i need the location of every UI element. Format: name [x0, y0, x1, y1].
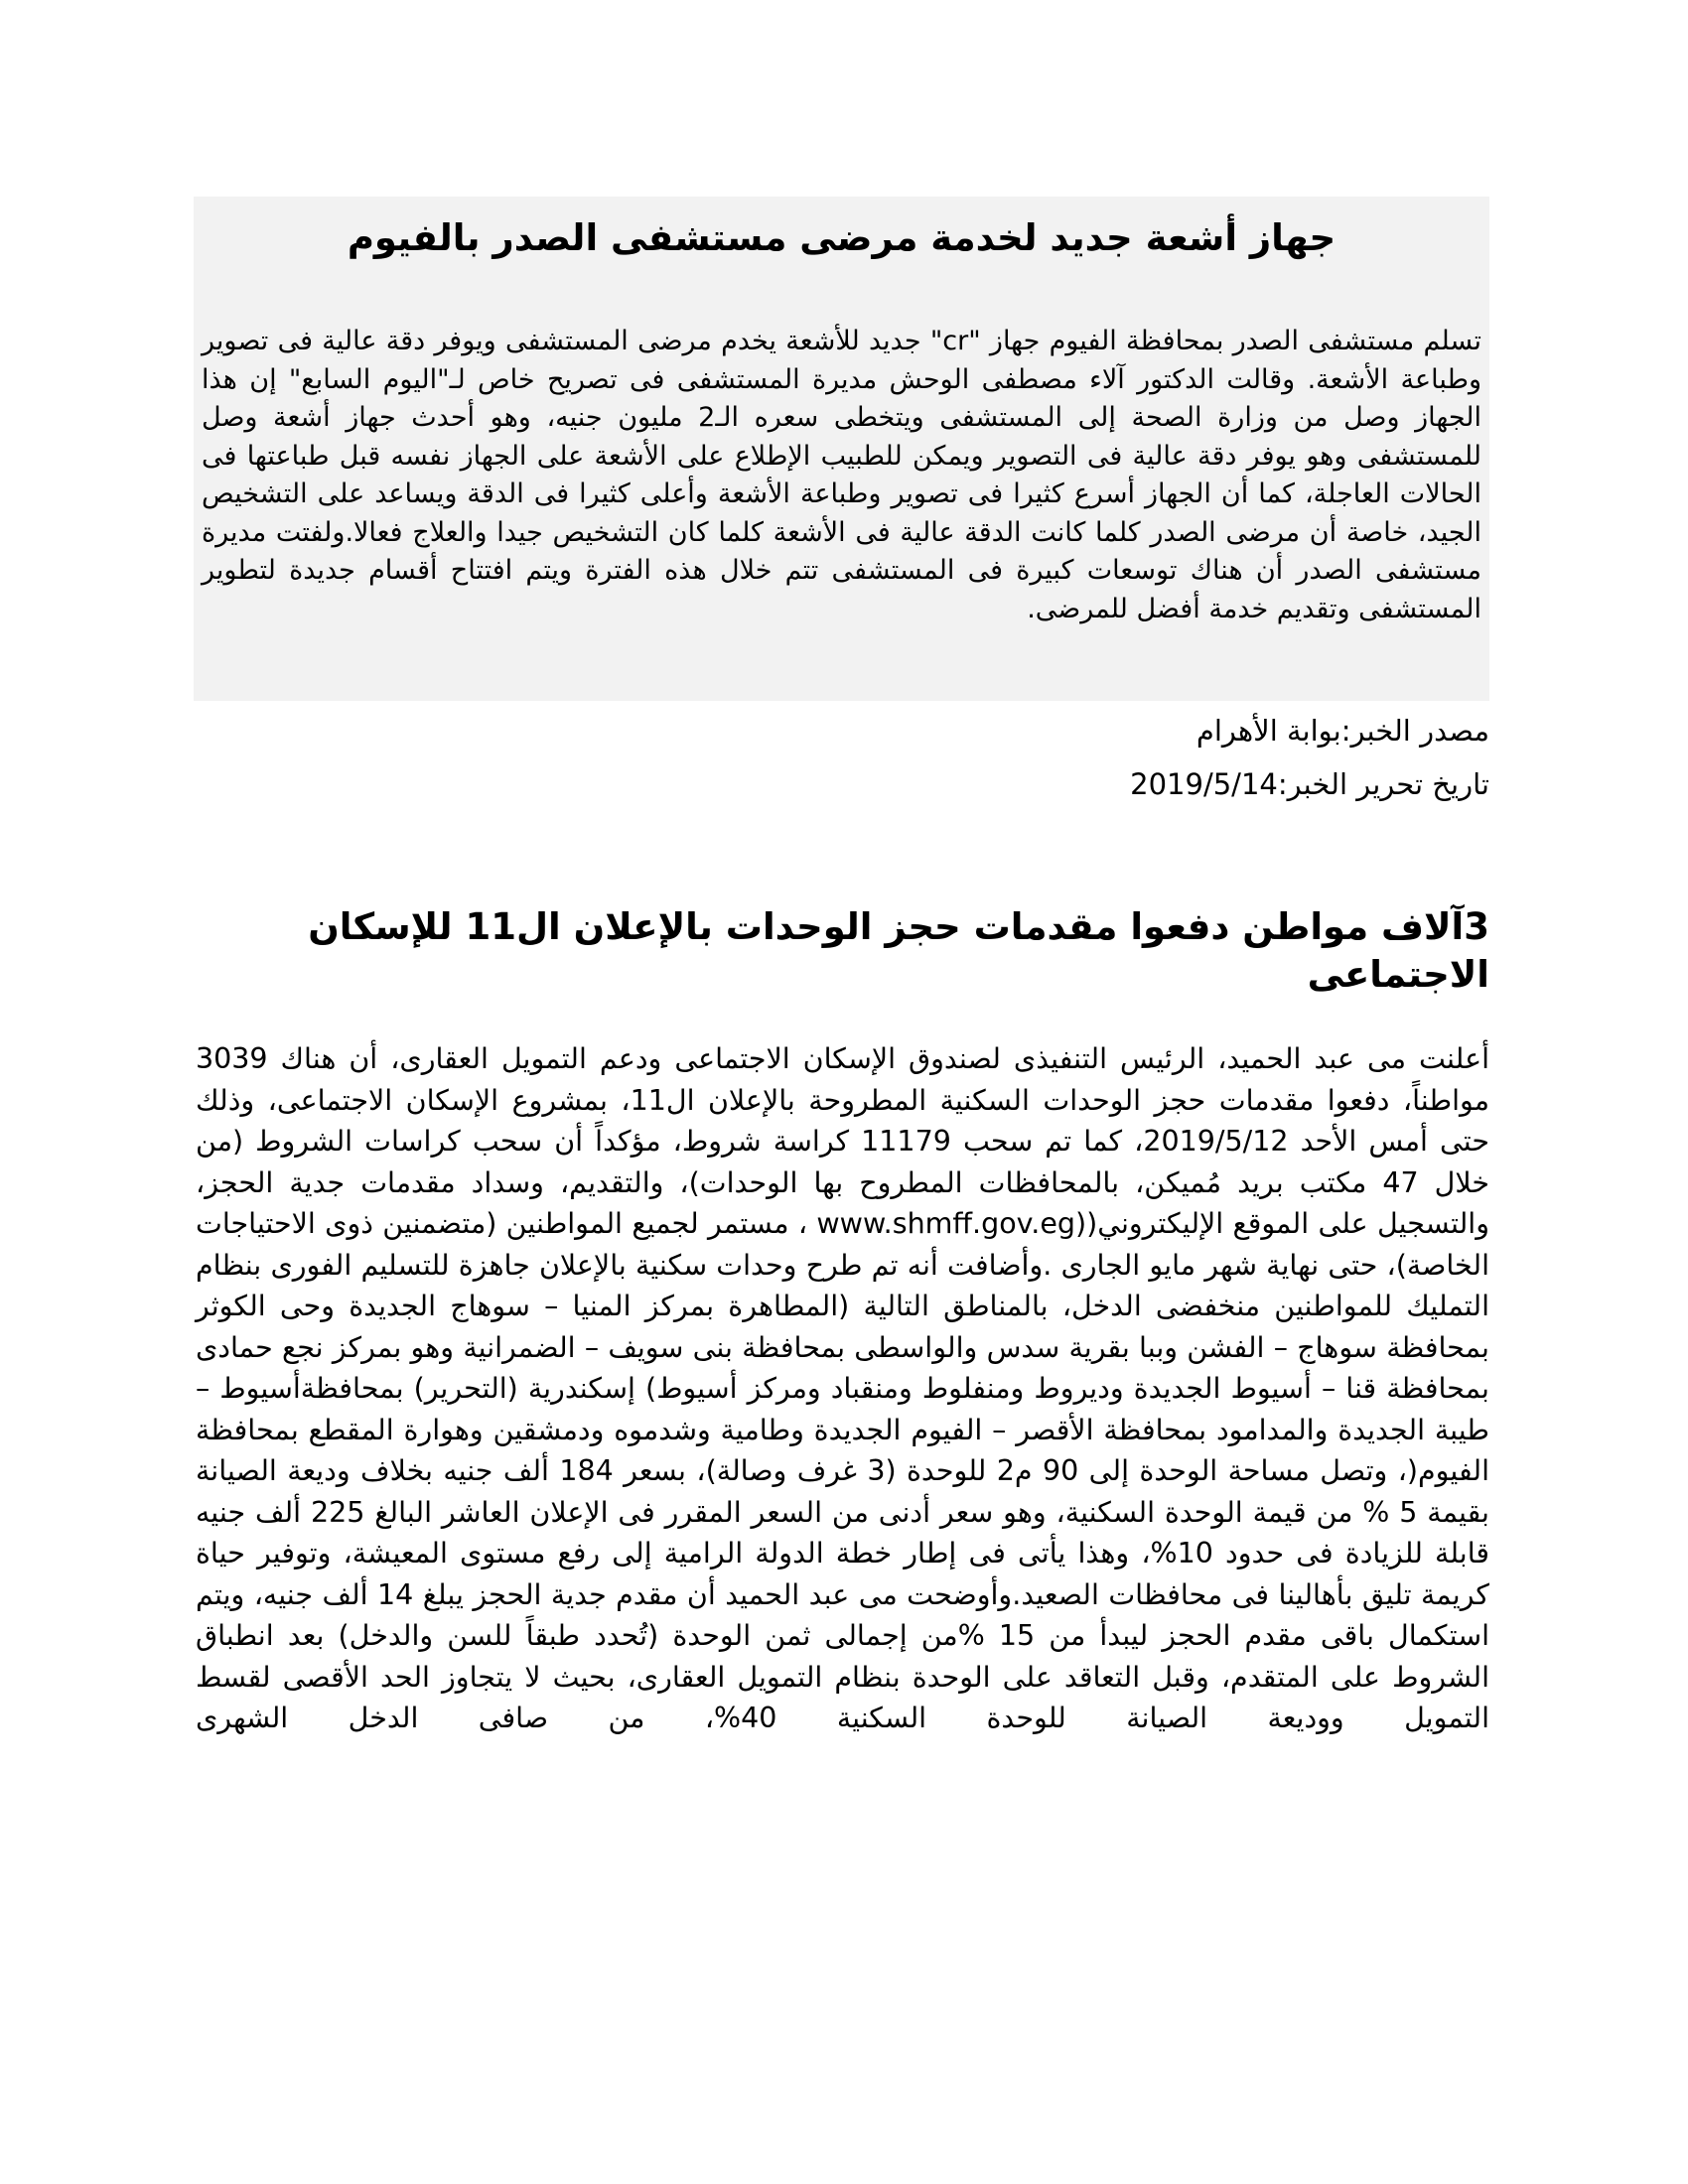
- news-source: مصدر الخبر:بوابة الأهرام: [1196, 714, 1489, 748]
- article-body: تسلم مستشفى الصدر بمحافظة الفيوم جهاز "cr" جديد للأشعة يخدم مرضى المستشفى ويوفر دقة عالية فى تصوير وطباعة الأشعة. وقالت الدكتور آلاء مصطفى الوحش مديرة المستشفى فى تصريح خاص لـ"اليوم السابع" إن هذا الجهاز وصل من وزارة الصحة إلى المستشفى ويتخطى سعره الـ2 مليون جنيه، وهو أحدث جهاز أشعة وصل للمستشفى وهو يوفر دقة عالية فى التصوير ويمكن للطبيب الإطلاع على الأشعة على الجهاز نفسه قبل طباعتها فى الحالات العاجلة، كما أن الجهاز أسرع كثيرا فى تصوير وطباعة الأشعة وأعلى كثيرا فى الدقة ويساعد على التشخيص الجيد، خاصة أن مرضى الصدر كلما كانت الدقة عالية فى الأشعة كلما كان التشخيص جيدا والعلاج فعالا.ولفتت مديرة مستشفى الصدر أن هناك توسعات كبيرة فى المستشفى تتم خلال هذه الفترة ويتم افتتاح أقسام جديدة لتطوير المستشفى وتقديم خدمة أفضل للمرضى.: [202, 326, 1481, 624]
- article-title: جهاز أشعة جديد لخدمة مرضى مستشفى الصدر بالفيوم: [347, 216, 1336, 259]
- article-chest-hospital-xray: [194, 197, 1489, 701]
- article-body: أعلنت مى عبد الحميد، الرئيس التنفيذى لصندوق الإسكان الاجتماعى ودعم التمويل العقارى، أن هناك 3039 مواطناً، دفعوا مقدمات حجز الوحدات السكنية المطروحة بالإعلان ال11، بمشروع الإسكان الاجتماعى، وذلك حتى أمس الأحد 2019/5/12، كما تم سحب 11179 كراسة شروط، مؤكداً أن سحب كراسات الشروط (من خلال 47 مكتب بريد مُميكن، بالمحافظات المطروح بها الوحدات)، والتقديم، وسداد مقدمات جدية الحجز، والتسجيل على الموقع الإليكتروني((www.shmff.gov.eg ، مستمر لجميع المواطنين (متضمنين ذوى الاحتياجات الخاصة)، حتى نهاية شهر مايو الجارى .وأضافت أنه تم طرح وحدات سكنية بالإعلان جاهزة للتسليم الفورى بنظام التمليك للمواطنين منخفضى الدخل، بالمناطق التالية (المطاهرة بمركز المنيا – سوهاج الجديدة وحى الكوثر بمحافظة سوهاج – الفشن وببا بقرية سدس والواسطى بمحافظة بنى سويف – الضمرانية وهو بمركز نجع حمادى بمحافظة قنا – أسيوط الجديدة وديروط ومنفلوط ومنقباد ومركز أسيوط) إسكندرية (التحرير) بمحافظةأسيوط – طيبة الجديدة والمدامود بمحافظة الأقصر – الفيوم الجديدة وطامية وشدموه ودمشقين وهوارة المقطع بمحافظة الفيوم(، وتصل مساحة الوحدة إلى 90 م2 للوحدة (3 غرف وصالة)، بسعر 184 ألف جنيه بخلاف وديعة الصيانة بقيمة 5 % من قيمة الوحدة السكنية، وهو سعر أدنى من السعر المقرر فى الإعلان العاشر البالغ 225 ألف جنيه قابلة للزيادة فى حدود 10%، وهذا يأتى فى إطار خطة الدولة الرامية إلى رفع مستوى المعيشة، وتوفير حياة كريمة تليق بأهالينا فى محافظات الصعيد.وأوضحت مى عبد الحميد أن مقدم جدية الحجز يبلغ 14 ألف جنيه، ويتم استكمال باقى مقدم الحجز ليبدأ من 15 %من إجمالى ثمن الوحدة (تُحدد طبقاً للسن والدخل) بعد انطباق الشروط على المتقدم، وقبل التعاقد على الوحدة بنظام التمويل العقارى، بحيث لا يتجاوز الحد الأقصى لقسط التمويل ووديعة الصيانة للوحدة السكنية 40%، من صافى الدخل الشهرى: [196, 1042, 1490, 1734]
- news-date: تاريخ تحرير الخبر:2019/5/14: [1130, 767, 1489, 801]
- article-title: 3آلاف مواطن دفعوا مقدمات حجز الوحدات بالإعلان ال11 للإسكان الاجتماعى: [308, 905, 1489, 996]
